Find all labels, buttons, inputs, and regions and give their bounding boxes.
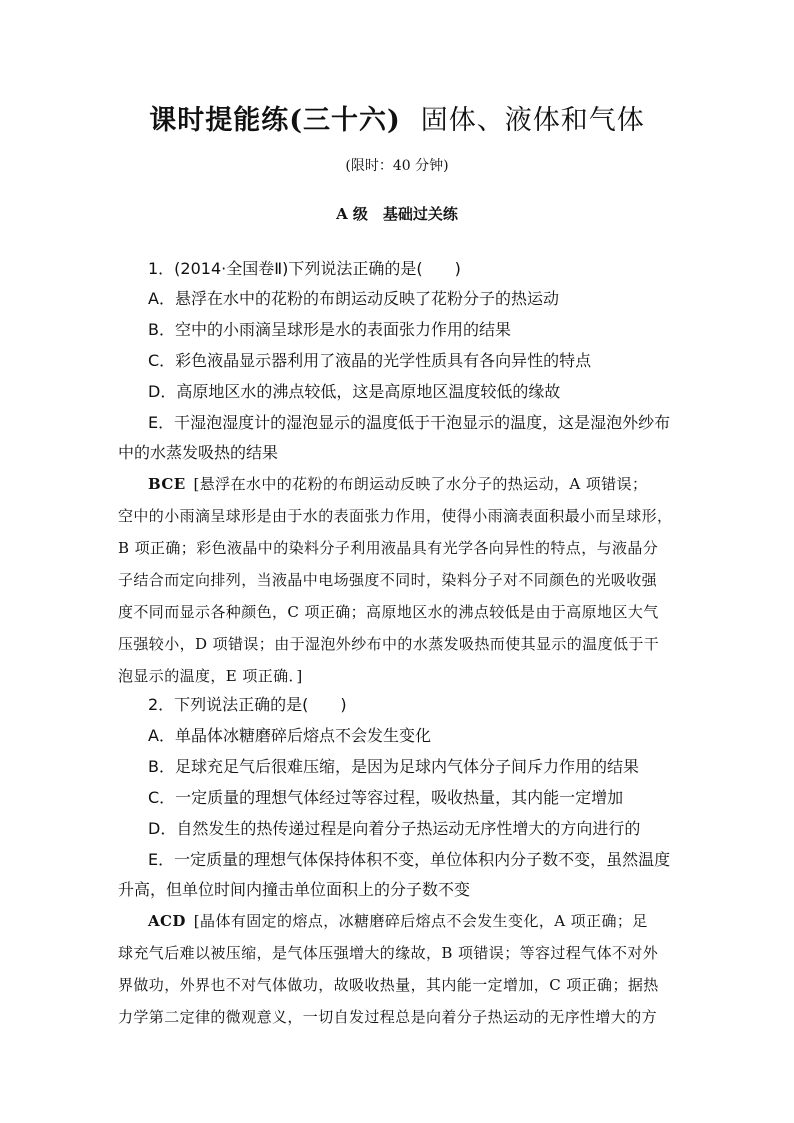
level-heading: A 级 基础过关练 (336, 205, 458, 223)
answer-1-line: 空中的小雨滴呈球形是由于水的表面张力作用，使得小雨滴表面积最小而呈球形， (118, 507, 673, 525)
question-1-option-a: A．悬浮在水中的花粉的布朗运动反映了花粉分子的热运动 (148, 289, 559, 308)
question-1-option-b: B．空中的小雨滴呈球形是水的表面张力作用的结果 (148, 320, 511, 339)
title-subject: 固体、液体和气体 (420, 105, 645, 136)
answer-2-line: 界做功，外界也不对气体做功，故吸收热量，其内能一定增加，C 项正确；据热 (118, 976, 659, 994)
answer-1-line: BCE [悬浮在水中的花粉的布朗运动反映了水分子的热运动，A 项错误； (148, 475, 648, 493)
page-title (0, 98, 794, 137)
question-2-option-c: C．一定质量的理想气体经过等容过程，吸收热量，其内能一定增加 (148, 788, 624, 807)
question-2-option-e-cont: 升高，但单位时间内撞击单位面积上的分子数不变 (118, 880, 471, 899)
question-2-option-d: D．自然发生的热传递过程是向着分子热运动无序性增大的方向进行的 (148, 819, 641, 838)
question-2-stem: 2．下列说法正确的是( ) (148, 695, 347, 714)
question-1-stem: 1．(2014·全国卷Ⅱ)下列说法正确的是( ) (148, 259, 461, 278)
answer-2-key: ACD (148, 912, 186, 930)
title-main: 课时提能练(三十六) (149, 105, 401, 136)
answer-2-line: 球充气后难以被压缩，是气体压强增大的缘故，B 项错误；等容过程气体不对外 (118, 944, 659, 962)
answer-1-line: 子结合而定向排列，当液晶中电场强度不同时，染料分子对不同颜色的光吸收强 (118, 571, 658, 589)
answer-1-line: B 项正确；彩色液晶中的染料分子利用液晶具有光学各向异性的特点，与液晶分 (118, 539, 659, 557)
question-1-option-e: E．干湿泡湿度计的湿泡显示的温度低于干泡显示的温度，这是湿泡外纱布 (148, 413, 671, 432)
question-1-option-e-cont: 中的水蒸发吸热的结果 (118, 443, 279, 462)
answer-2-line: 力学第二定律的微观意义，一切自发过程总是向着分子热运动的无序性增大的方 (118, 1008, 658, 1026)
question-1-option-d: D．高原地区水的沸点较低，这是高原地区温度较低的缘故 (148, 382, 561, 401)
answer-1-key: BCE (148, 475, 186, 493)
answer-1-line: 压强较小，D 项错误；由于湿泡外纱布中的水蒸发吸热而使其显示的温度低于干 (118, 635, 660, 653)
question-2-option-a: A．单晶体冰糖磨碎后熔点不会发生变化 (148, 726, 431, 745)
question-2-option-b: B．足球充足气后很难压缩，是因为足球内气体分子间斥力作用的结果 (148, 757, 639, 776)
answer-1-line: 泡显示的温度，E 项正确．] (118, 667, 303, 685)
answer-2-line: ACD [晶体有固定的熔点，冰糖磨碎后熔点不会发生变化，A 项正确；足 (148, 912, 648, 930)
question-1-option-c: C．彩色液晶显示器利用了液晶的光学性质具有各向异性的特点 (148, 351, 592, 370)
question-2-option-e: E．一定质量的理想气体保持体积不变，单位体积内分子数不变，虽然温度 (148, 850, 671, 869)
time-limit: (限时：40 分钟) (345, 158, 449, 174)
answer-1-line: 度不同而显示各种颜色，C 项正确；高原地区水的沸点较低是由于高原地区大气 (118, 603, 659, 621)
